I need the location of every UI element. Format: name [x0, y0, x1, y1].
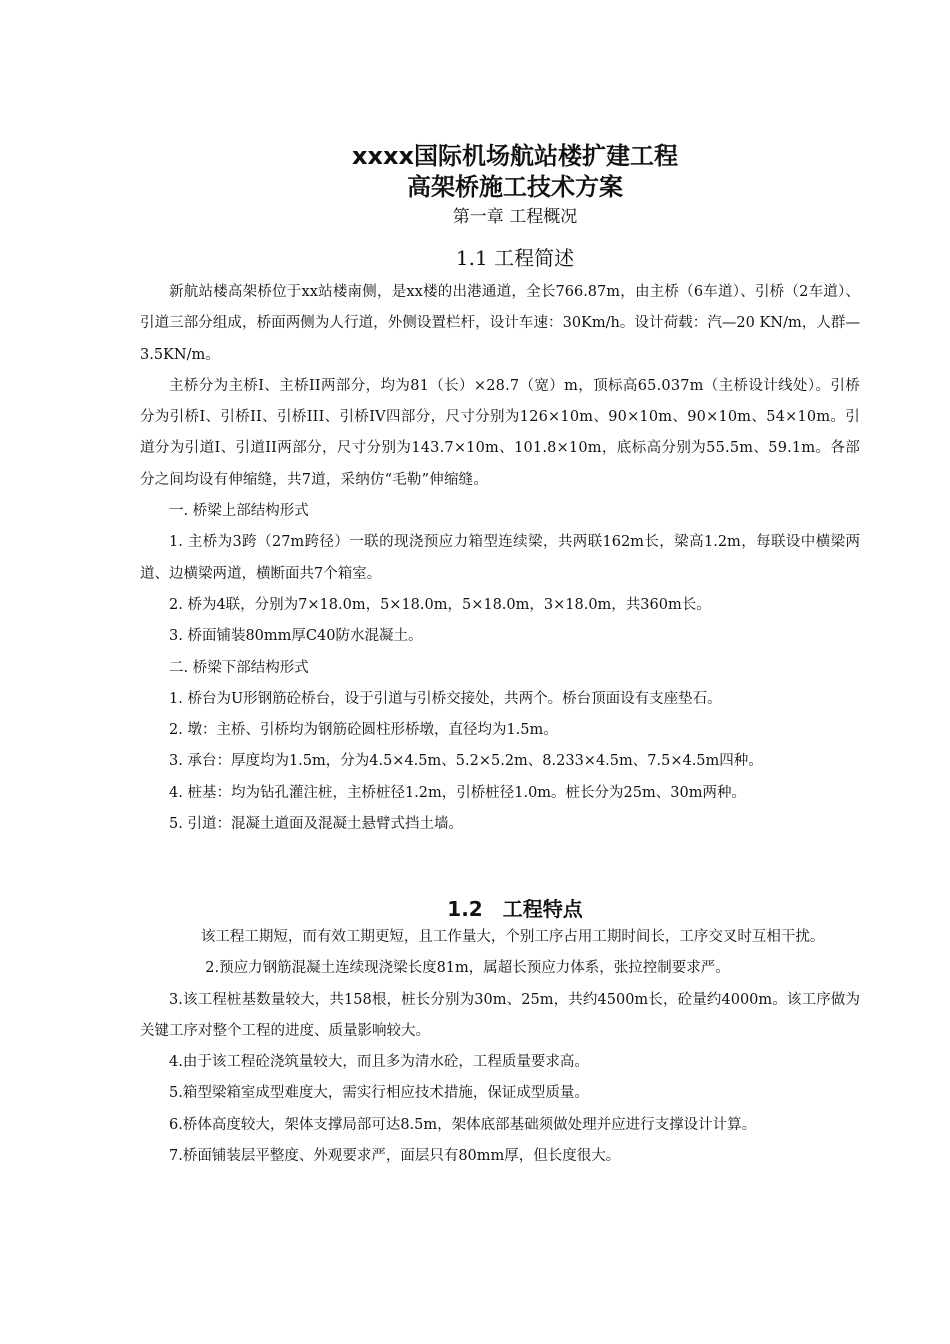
paragraph: 4. 桩基：均为钻孔灌注桩，主桥桩径1.2m，引桥桩径1.0m。桩长分为25m、30m两种。: [169, 784, 746, 801]
list-item: 2.预应力钢筋混凝土连续现浇梁长度81m，属超长预应力体系，张拉控制要求严。: [205, 960, 730, 977]
paragraph: 新航站楼高架桥位于xx站楼南侧，是xx楼的出港通道，全长766.87m，由主桥（6车道）、引桥（2车道）、引道三部分组成，桥面两侧为人行道，外侧设置栏杆，设计车速：30Km/h。设计荷载：汽—20 KN/m，人群—3.5KN/m。: [140, 284, 860, 363]
paragraph: 5. 引道：混凝土道面及混凝土悬臂式挡土墙。: [169, 816, 463, 833]
list-item: 3.该工程桩基数量较大，共158根，桩长分别为30m、25m，共约4500m长，砼量约4000m。该工序做为关键工序对整个工程的进度、质量影响较大。: [140, 991, 860, 1039]
document-title-line2: 高架桥施工技术方案: [407, 173, 623, 201]
list-item: 6.桥体高度较大，架体支撑局部可达8.5m，架体底部基础须做处理并应进行支撑设计计算。: [169, 1116, 757, 1133]
list-item: 4.由于该工程砼浇筑量较大，而且多为清水砼，工程质量要求高。: [169, 1054, 589, 1071]
section-heading-1-2: 1.2 工程特点: [447, 897, 583, 921]
section-1-2-body: [140, 922, 860, 1172]
paragraph: 3. 桥面铺装80mm厚C40防水混凝土。: [169, 628, 423, 645]
paragraph: 1. 桥台为U形钢筋砼桥台，设于引道与引桥交接处，共两个。桥台顶面设有支座垫石。: [169, 690, 722, 707]
paragraph: 3. 承台：厚度均为1.5m，分为4.5×4.5m、5.2×5.2m、8.233×4.5m、7.5×4.5m四种。: [169, 753, 763, 770]
paragraph: 主桥分为主桥I、主桥II两部分，均为81（长）×28.7（宽）m，顶标高65.037m（主桥设计线处）。引桥分为引桥I、引桥II、引桥III、引桥IV四部分，尺寸分别为126×10m、90×10m、90×10m、54×10m。引道分为引道I、引道II两部分，尺寸分别为143.7×10m、101.8×10m，底标高分别为55.5m、59.1m。各部分之间均设有伸缩缝，共7道，采纳仿“毛勒”伸缩缝。: [140, 377, 860, 488]
paragraph: 1. 主桥为3跨（27m跨径）一联的现浇预应力箱型连续梁，共两联162m长，梁高1.2m，每联设中横梁两道、边横梁两道，横断面共7个箱室。: [140, 534, 860, 582]
section-1-1-body: [140, 277, 860, 840]
subsection-heading: 二. 桥梁下部结构形式: [169, 659, 309, 676]
subsection-heading: 一. 桥梁上部结构形式: [169, 503, 309, 520]
list-item: 7.桥面铺装层平整度、外观要求严，面层只有80mm厚，但长度很大。: [169, 1148, 621, 1165]
list-item: 5.箱型梁箱室成型难度大，需实行相应技术措施，保证成型质量。: [169, 1085, 589, 1102]
paragraph: 该工程工期短，而有效工期更短，且工作量大，个别工序占用工期时间长，工序交叉时互相干扰。: [200, 929, 825, 945]
paragraph: 2. 墩：主桥、引桥均为钢筋砼圆柱形桥墩，直径均为1.5m。: [169, 722, 558, 739]
paragraph: 2. 桥为4联，分别为7×18.0m，5×18.0m，5×18.0m，3×18.0m，共360m长。: [169, 596, 711, 613]
section-heading-1-1: 1.1 工程简述: [455, 246, 575, 270]
chapter-heading: 第一章 工程概况: [452, 207, 578, 227]
document-title-line1: xxxx国际机场航站楼扩建工程: [352, 142, 678, 170]
